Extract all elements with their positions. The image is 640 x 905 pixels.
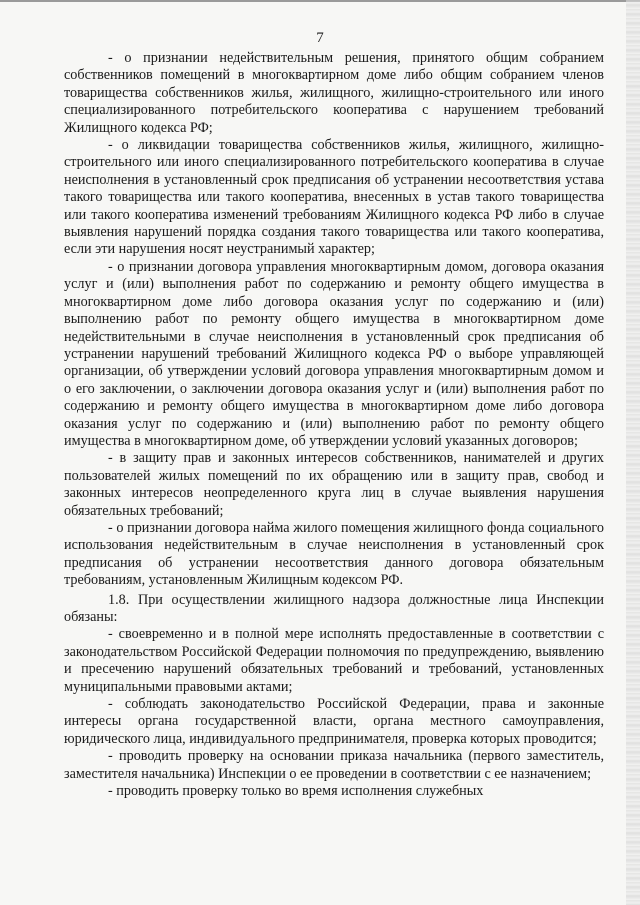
scan-right-edge bbox=[626, 0, 640, 905]
paragraph-invalid-decision: - о признании недействительным решения, принятого общим собранием собственников помещений в многоквартирном доме либо общим собранием членов товарищества собственников жилья, жилищного, жилищно-строительного или иного специализированного потребительского кооператива с нарушением требований Жилищного кодекса РФ; bbox=[64, 50, 604, 136]
scan-top-edge bbox=[0, 0, 640, 2]
page-number: 7 bbox=[316, 30, 324, 46]
paragraph-rental-contract: - о признании договора найма жилого помещения жилищного фонда социального использования недействительным в случае неисполнения в установленный срок предписания об устранении несоответствия данного договора обязательным требованиям, установленным Жилищным кодексом РФ. bbox=[64, 519, 604, 589]
paragraph-management-contract: - о признании договора управления многоквартирным домом, договора оказания услуг и (или) выполнения работ по содержанию и ремонту общего имущества в многоквартирном доме либо договора оказания услуг по содержанию и (или) выполнению работ по ремонту общего имущества в многоквартирном доме недействительными в случае неисполнения в установленный срок предписания об устранении нарушений требований Жилищного кодекса РФ о выборе управляющей организации, об утверждении условий договора управления многоквартирным домом и о его заключении, о заключении договора оказания услуг и (или) выполнения работ по содержанию и ремонту общего имущества в многоквартирном доме либо договора оказания услуг по содержанию и (или) выполнению работ по ремонту общего имущества в многоквартирном доме, об утверждении условий указанных договоров; bbox=[64, 258, 604, 449]
document-body bbox=[64, 50, 604, 800]
paragraph-duty-order: - проводить проверку на основании приказа начальника (первого заместитель, заместителя начальника) Инспекции о ее проведении в соответствии с ее назначением; bbox=[64, 748, 604, 782]
paragraph-duty-time: - проводить проверку только во время исполнения служебных bbox=[108, 783, 484, 800]
paragraph-rights-protection: - в защиту прав и законных интересов собственников, нанимателей и других пользователей жилых помещений по их обращению или в защиту прав, свобод и законных интересов неопределенного круга лиц в случае выявления нарушения обязательных требований; bbox=[64, 450, 604, 519]
paragraph-liquidation: - о ликвидации товарищества собственников жилья, жилищного, жилищно-строительного или иного специализированного потребительского кооператива в случае неисполнения в установленный срок предписания об устранении несоответствия устава такого товарищества или такого кооператива, внесенных в устав такого товарищества или такого кооператива изменений требованиям Жилищного кодекса РФ либо в случае выявления нарушений порядка создания такого товарищества или такого кооператива, если эти нарушения носят неустранимый характер; bbox=[64, 137, 604, 258]
paragraph-duty-powers: - своевременно и в полной мере исполнять предоставленные в соответствии с законодательством Российской Федерации полномочия по предупреждению, выявлению и пресечению нарушений обязательных требований и требований, установленных муниципальными правовыми актами; bbox=[64, 626, 604, 695]
section-1-8-heading: 1.8. При осуществлении жилищного надзора должностные лица Инспекции обязаны: bbox=[64, 591, 604, 625]
paragraph-duty-law: - соблюдать законодательство Российской Федерации, права и законные интересы органа государственной власти, органа местного самоуправления, юридического лица, индивидуального предпринимателя, проверка которых проводится; bbox=[64, 696, 604, 747]
